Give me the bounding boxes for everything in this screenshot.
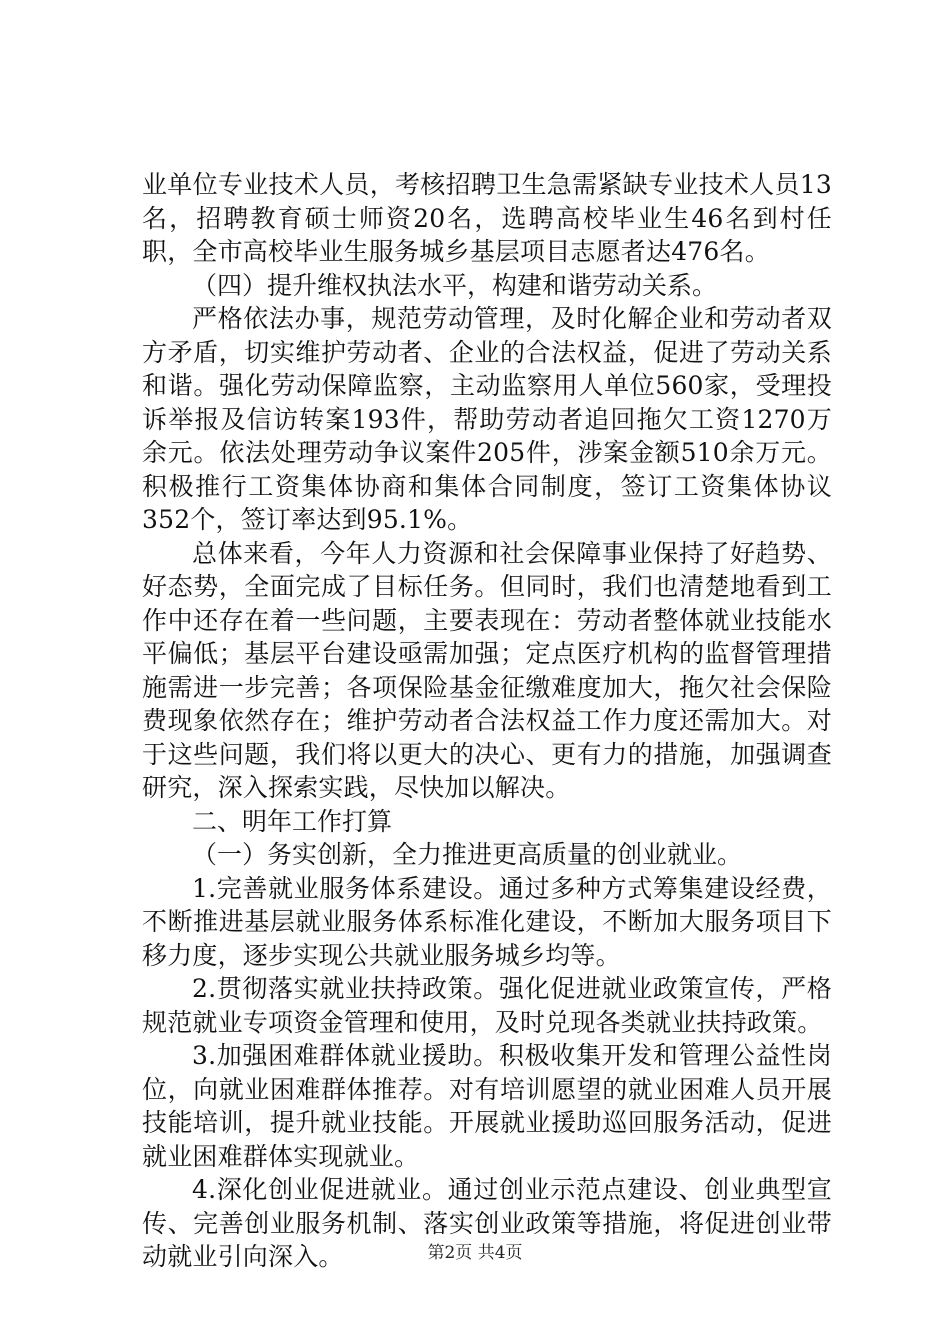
list-item-4: 4.深化创业促进就业。通过创业示范点建设、创业典型宣传、完善创业服务机制、落实创业政策等措施，将促进创业带动就业引向深入。 [142,1175,832,1271]
paragraph-summary: 总体来看，今年人力资源和社会保障事业保持了好趋势、好态势，全面完成了目标任务。但同时，我们也清楚地看到工作中还存在着一些问题，主要表现在：劳动者整体就业技能水平偏低；基层平台建设亟需加强；定点医疗机构的监督管理措施需进一步完善；各项保险基金征缴难度加大，拖欠社会保险费现象依然存在；维护劳动者合法权益工作力度还需加大。对于这些问题，我们将以更大的决心、更有力的措施，加强调查研究，深入探索实践，尽快加以解决。 [142,538,832,802]
list-item-1: 1.完善就业服务体系建设。通过多种方式筹集建设经费，不断推进基层就业服务体系标准化建设，不断加大服务项目下移力度，逐步实现公共就业服务城乡均等。 [142,873,832,970]
section-heading-next-year: 二、明年工作打算 [192,806,393,836]
section-heading-4: （四）提升维权执法水平，构建和谐劳动关系。 [192,270,718,300]
list-item-3: 3.加强困难群体就业援助。积极收集开发和管理公益性岗位，向就业困难群体推荐。对有培训愿望的就业困难人员开展技能培训，提升就业技能。开展就业援助巡回服务活动，促进就业困难群体实现就业。 [142,1041,832,1171]
page-number-footer: 第2页 共4页 [427,1243,523,1263]
paragraph-continued: 业单位专业技术人员，考核招聘卫生急需紧缺专业技术人员13名，招聘教育硕士师资20名，选聘高校毕业生46名到村任职，全市高校毕业生服务城乡基层项目志愿者达476名。 [142,170,832,266]
subsection-heading-1: （一）务实创新，全力推进更高质量的创业就业。 [192,840,743,869]
list-item-2: 2.贯彻落实就业扶持政策。强化促进就业政策宣传，严格规范就业专项资金管理和使用，及时兑现各类就业扶持政策。 [142,974,832,1037]
paragraph-labor-relations: 严格依法办事，规范劳动管理，及时化解企业和劳动者双方矛盾，切实维护劳动者、企业的合法权益，促进了劳动关系和谐。强化劳动保障监察，主动监察用人单位560家，受理投诉举报及信访转案193件，帮助劳动者追回拖欠工资1270万余元。依法处理劳动争议案件205件，涉案金额510余万元。积极推行工资集体协商和集体合同制度，签订工资集体协议352个，签订率达到95.1%。 [142,304,832,534]
document-body [142,168,832,1274]
